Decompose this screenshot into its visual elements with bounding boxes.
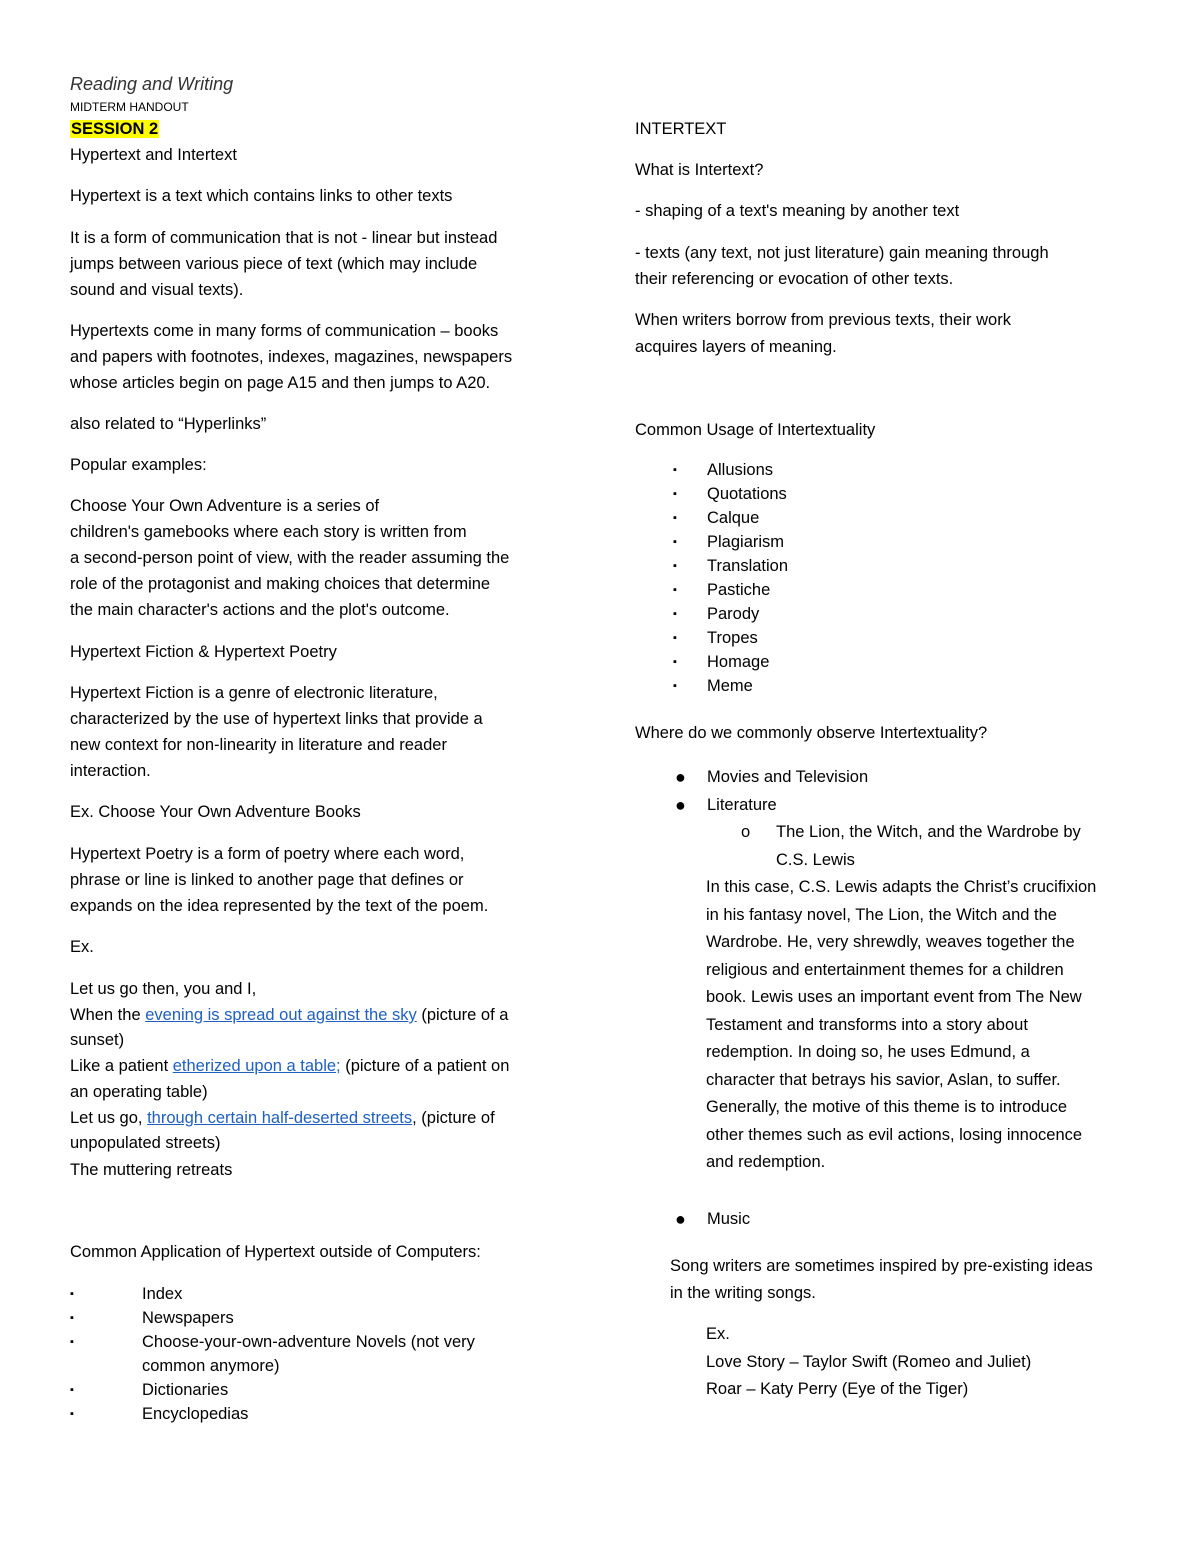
popular-examples-heading: Popular examples: <box>70 456 207 474</box>
hypertext-forms-line: whose articles begin on page A15 and then jumps to A20. <box>70 374 491 392</box>
poem-text: (picture of a patient on <box>340 1057 510 1075</box>
literature-para-line: In this case, C.S. Lewis adapts the Christ’s crucifixion <box>706 878 1097 896</box>
square-bullet-icon: ▪ <box>673 680 677 692</box>
poetry-line: expands on the idea represented by the text of the poem. <box>70 897 489 915</box>
hypertext-definition: Hypertext is a text which contains links to other texts <box>70 187 453 205</box>
list-item: ▪ Translation <box>635 554 788 578</box>
poem-line: an operating table) <box>70 1083 208 1101</box>
cyoa-line: children's gamebooks where each story is written from <box>70 523 467 541</box>
poem-line: Let us go then, you and I, <box>70 980 257 998</box>
where-list <box>635 763 868 819</box>
hypertext-para-line: It is a form of communication that is not - linear but instead <box>70 229 498 247</box>
literature-para-line: religious and entertainment themes for a children <box>706 961 1064 979</box>
literature-item-line: The Lion, the Witch, and the Wardrobe by <box>776 823 1081 841</box>
hypertext-forms-line: and papers with footnotes, indexes, magazines, newspapers <box>70 348 513 366</box>
topic-heading: Hypertext and Intertext <box>70 146 237 164</box>
literature-para-line: Generally, the motive of this theme is to introduce <box>706 1098 1068 1116</box>
square-bullet-icon: ▪ <box>70 1408 74 1420</box>
literature-item-line: C.S. Lewis <box>776 851 855 869</box>
list-item: ▪ Tropes <box>635 626 788 650</box>
music-para-line: Song writers are sometimes inspired by pre-existing ideas <box>670 1257 1093 1275</box>
list-item: ▪ Plagiarism <box>635 530 788 554</box>
intertext-definition-line: - texts (any text, not just literature) gain meaning through <box>635 244 1049 262</box>
poem-text: Let us go, <box>70 1109 148 1127</box>
square-bullet-icon: ▪ <box>673 560 677 572</box>
literature-para-line: other themes such as evil actions, losing innocence <box>706 1126 1083 1144</box>
borrowing-line: acquires layers of meaning. <box>635 338 837 356</box>
literature-para-line: character that betrays his savior, Aslan, to suffer. <box>706 1071 1061 1089</box>
literature-para-line: in his fantasy novel, The Lion, the Witch and the <box>706 906 1057 924</box>
poem-line: unpopulated streets) <box>70 1134 221 1152</box>
poem-text: , (picture of <box>412 1109 495 1127</box>
borrowing-line: When writers borrow from previous texts, their work <box>635 311 1011 329</box>
square-bullet-icon: ▪ <box>70 1336 74 1348</box>
list-item: ▪ Encyclopedias <box>70 1402 475 1426</box>
list-item: ▪ Allusions <box>635 458 788 482</box>
square-bullet-icon: ▪ <box>673 464 677 476</box>
sub-bullet-icon: o <box>741 823 751 841</box>
session-highlight: SESSION 2 <box>71 120 159 138</box>
where-heading: Where do we commonly observe Intertextuality? <box>635 724 988 742</box>
poem-line: sunset) <box>70 1031 125 1049</box>
hypertext-para-line: sound and visual texts). <box>70 281 244 299</box>
literature-para-line: redemption. In doing so, he uses Edmund, a <box>706 1043 1030 1061</box>
poem-hyperlink[interactable]: evening is spread out against the sky <box>145 1006 417 1024</box>
dot-bullet-icon: ● <box>675 1209 686 1229</box>
square-bullet-icon: ▪ <box>673 488 677 500</box>
list-item: ▪ Dictionaries <box>70 1378 475 1402</box>
applications-list <box>70 1282 475 1426</box>
applications-heading: Common Application of Hypertext outside of Computers: <box>70 1243 481 1261</box>
poem-text: When the <box>70 1006 146 1024</box>
list-item: ▪ Homage <box>635 650 788 674</box>
intertext-question: What is Intertext? <box>635 161 764 179</box>
poetry-example-label: Ex. <box>70 938 94 956</box>
square-bullet-icon: ▪ <box>673 536 677 548</box>
literature-para-line: Testament and transforms into a story about <box>706 1016 1028 1034</box>
session-label <box>70 116 159 142</box>
literature-para-line: and redemption. <box>706 1153 826 1171</box>
square-bullet-icon: ▪ <box>673 584 677 596</box>
music-example-label: Ex. <box>706 1325 730 1343</box>
poem-text: (picture of a <box>416 1006 509 1024</box>
poem-hyperlink[interactable]: through certain half-deserted streets <box>147 1109 413 1127</box>
cyoa-line: a second-person point of view, with the reader assuming the <box>70 549 510 567</box>
usage-list <box>635 458 788 698</box>
song-example: Roar – Katy Perry (Eye of the Tiger) <box>706 1380 969 1398</box>
dot-bullet-icon: ● <box>675 767 686 787</box>
cyoa-line: Choose Your Own Adventure is a series of <box>70 497 380 515</box>
square-bullet-icon: ▪ <box>673 656 677 668</box>
document-title: Reading and Writing <box>70 74 234 94</box>
music-para-line: in the writing songs. <box>670 1284 816 1302</box>
literature-para-line: book. Lewis uses an important event from The New <box>706 988 1082 1006</box>
document-subtitle: MIDTERM HANDOUT <box>70 100 189 114</box>
square-bullet-icon: ▪ <box>70 1288 74 1300</box>
square-bullet-icon: ▪ <box>70 1312 74 1324</box>
fiction-line: interaction. <box>70 762 151 780</box>
list-item: ▪ Meme <box>635 674 788 698</box>
list-item: ▪ Newspapers <box>70 1306 475 1330</box>
list-item: ● Music <box>635 1205 750 1233</box>
poem-line <box>70 1002 508 1028</box>
hyperlinks-note: also related to “Hyperlinks” <box>70 415 267 433</box>
list-item-continuation: common anymore) <box>142 1357 280 1375</box>
fiction-line: Hypertext Fiction is a genre of electronic literature, <box>70 684 438 702</box>
dot-bullet-icon: ● <box>675 795 686 815</box>
list-item: ▪ Choose-your-own-adventure Novels (not very <box>70 1330 475 1354</box>
usage-heading: Common Usage of Intertextuality <box>635 421 876 439</box>
hypertext-para-line: jumps between various piece of text (which may include <box>70 255 478 273</box>
poem-line <box>70 1053 509 1079</box>
list-item: ● Literature <box>635 791 868 819</box>
list-item: ▪ Parody <box>635 602 788 626</box>
poetry-line: Hypertext Poetry is a form of poetry where each word, <box>70 845 465 863</box>
intertext-heading: INTERTEXT <box>635 120 727 138</box>
list-item: ▪ Index <box>70 1282 475 1306</box>
square-bullet-icon: ▪ <box>673 608 677 620</box>
poem-line: The muttering retreats <box>70 1161 233 1179</box>
list-item: ▪ Quotations <box>635 482 788 506</box>
poem-line <box>70 1105 495 1131</box>
square-bullet-icon: ▪ <box>673 512 677 524</box>
square-bullet-icon: ▪ <box>70 1384 74 1396</box>
fiction-line: characterized by the use of hypertext links that provide a <box>70 710 483 728</box>
list-item: ▪ Pastiche <box>635 578 788 602</box>
music-list <box>635 1205 750 1233</box>
list-item: ● Movies and Television <box>635 763 868 791</box>
fiction-line: new context for non-linearity in literature and reader <box>70 736 447 754</box>
cyoa-line: role of the protagonist and making choices that determine <box>70 575 491 593</box>
list-item: ▪ Calque <box>635 506 788 530</box>
fiction-poetry-heading: Hypertext Fiction & Hypertext Poetry <box>70 643 337 661</box>
fiction-example: Ex. Choose Your Own Adventure Books <box>70 803 361 821</box>
square-bullet-icon: ▪ <box>673 632 677 644</box>
intertext-definition-line: their referencing or evocation of other texts. <box>635 270 954 288</box>
intertext-definition: - shaping of a text's meaning by another text <box>635 202 960 220</box>
poetry-line: phrase or line is linked to another page that defines or <box>70 871 464 889</box>
poem-text: Like a patient <box>70 1057 173 1075</box>
hypertext-forms-line: Hypertexts come in many forms of communication – books <box>70 322 499 340</box>
literature-para-line: Wardrobe. He, very shrewdly, weaves together the <box>706 933 1075 951</box>
cyoa-line: the main character's actions and the plot's outcome. <box>70 601 450 619</box>
song-example: Love Story – Taylor Swift (Romeo and Juliet) <box>706 1353 1032 1371</box>
poem-hyperlink[interactable]: etherized upon a table; <box>172 1057 341 1075</box>
